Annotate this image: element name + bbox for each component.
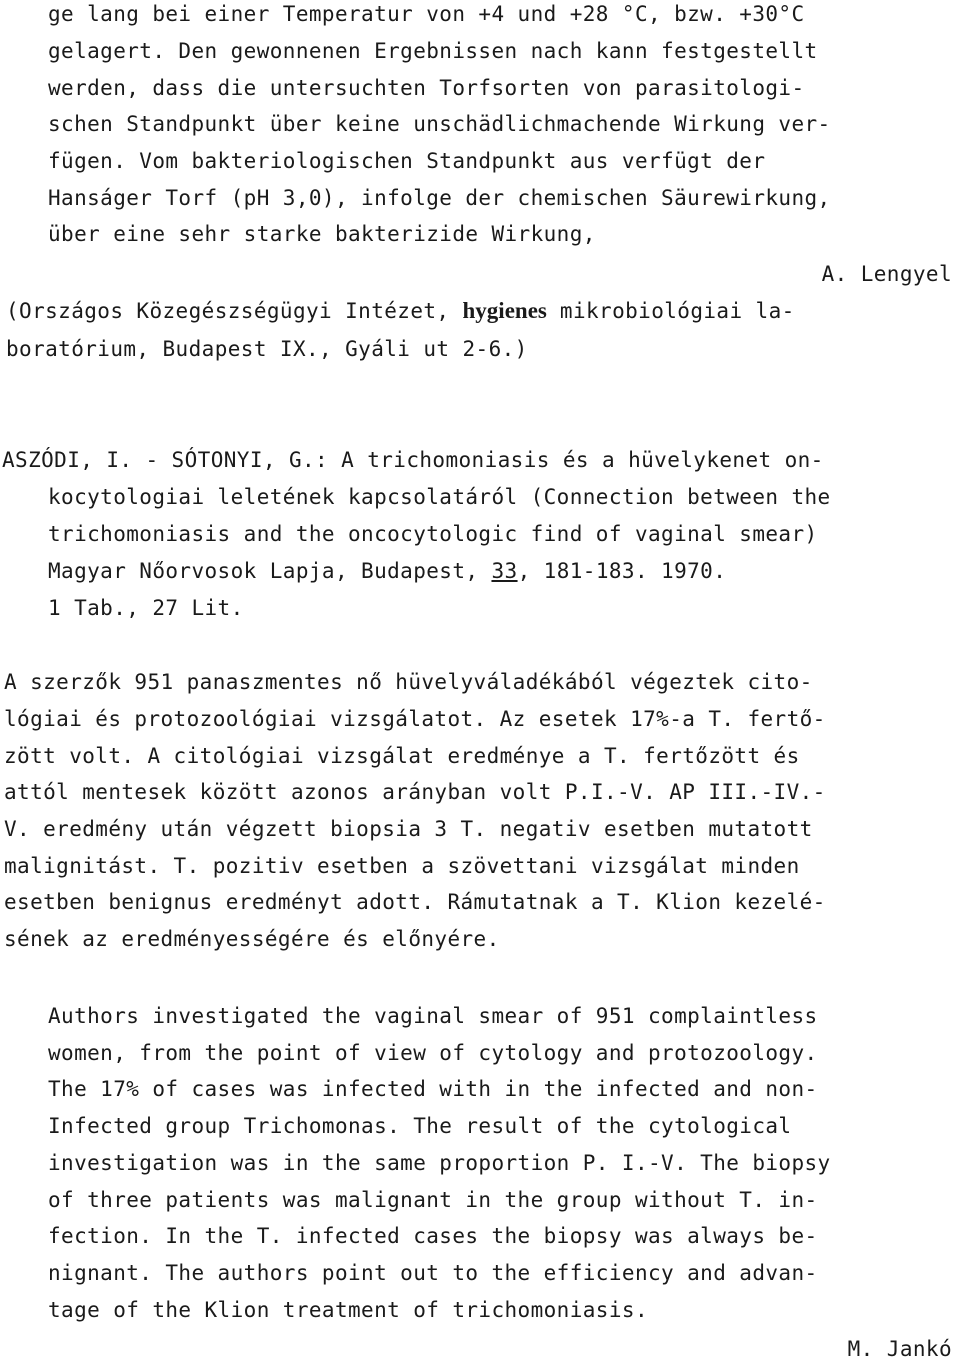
text-line: ge lang bei einer Temperatur von +4 und +28 °C, bzw. +30°C xyxy=(48,2,805,26)
abstract-line: of three patients was malignant in the group without T. in- xyxy=(48,1188,818,1212)
abstract-line: Infected group Trichomonas. The result of the cytological xyxy=(48,1114,792,1138)
affiliation-part: hygienes xyxy=(462,298,547,323)
abstract-line: esetben benignus eredményt adott. Rámutatnak a T. Klion kezelé- xyxy=(4,890,826,914)
signature: M. Jankó xyxy=(847,1337,952,1361)
author-name: A. Lengyel xyxy=(821,262,952,286)
citation-line: 1 Tab., 27 Lit. xyxy=(48,596,244,620)
abstract-line: attól mentesek között azonos arányban volt P.I.-V. AP III.-IV.- xyxy=(4,780,826,804)
text-line: gelagert. Den gewonnenen Ergebnissen nach kann festgestellt xyxy=(48,39,818,63)
abstract-line: fection. In the T. infected cases the biopsy was always be- xyxy=(48,1224,818,1248)
affiliation-line: boratórium, Budapest IX., Gyáli ut 2-6.) xyxy=(6,337,528,361)
affiliation-part: mikrobiológiai la- xyxy=(546,299,795,323)
abstract-line: investigation was in the same proportion P. I.-V. The biopsy xyxy=(48,1151,831,1175)
abstract-line: nignant. The authors point out to the efficiency and advan- xyxy=(48,1261,818,1285)
text-line: über eine sehr starke bakterizide Wirkung, xyxy=(48,222,596,246)
affiliation-part: (Országos Közegészségügyi Intézet, xyxy=(6,299,463,323)
affiliation-line xyxy=(6,299,795,323)
citation-line: kocytologiai leletének kapcsolatáról (Connection between the xyxy=(48,485,831,509)
abstract-line: tage of the Klion treatment of trichomoniasis. xyxy=(48,1298,648,1322)
volume-number: 33 xyxy=(491,559,518,583)
text-line: schen Standpunkt über keine unschädlichmachende Wirkung ver- xyxy=(48,112,831,136)
abstract-line: sének az eredményességére és előnyére. xyxy=(4,927,500,951)
abstract-line: women, from the point of view of cytology and protozoology. xyxy=(48,1041,818,1065)
citation-line xyxy=(48,559,726,583)
citation-line: ASZÓDI, I. - SÓTONYI, G.: A trichomoniasis és a hüvelykenet on- xyxy=(2,448,824,472)
abstract-line: lógiai és protozoológiai vizsgálatot. Az esetek 17%-a T. fertő- xyxy=(4,707,826,731)
citation-part: Magyar Nőorvosok Lapja, Budapest, xyxy=(48,559,492,583)
abstract-line: zött volt. A citológiai vizsgálat eredménye a T. fertőzött és xyxy=(4,744,800,768)
abstract-line: The 17% of cases was infected with in the infected and non- xyxy=(48,1077,818,1101)
citation-line: trichomoniasis and the oncocytologic find of vaginal smear) xyxy=(48,522,818,546)
text-line: werden, dass die untersuchten Torfsorten von parasitologi- xyxy=(48,76,805,100)
text-line: fügen. Vom bakteriologischen Standpunkt aus verfügt der xyxy=(48,149,766,173)
text-line: Hanságer Torf (pH 3,0), infolge der chemischen Säurewirkung, xyxy=(48,186,831,210)
abstract-line: Authors investigated the vaginal smear of 951 complaintless xyxy=(48,1004,818,1028)
abstract-line: V. eredmény után végzett biopsia 3 T. negativ esetben mutatott xyxy=(4,817,813,841)
abstract-line: malignitást. T. pozitiv esetben a szövettani vizsgálat minden xyxy=(4,854,800,878)
abstract-line: A szerzők 951 panaszmentes nő hüvelyváladékából végeztek cito- xyxy=(4,670,813,694)
citation-part: , 181-183. 1970. xyxy=(517,559,727,583)
